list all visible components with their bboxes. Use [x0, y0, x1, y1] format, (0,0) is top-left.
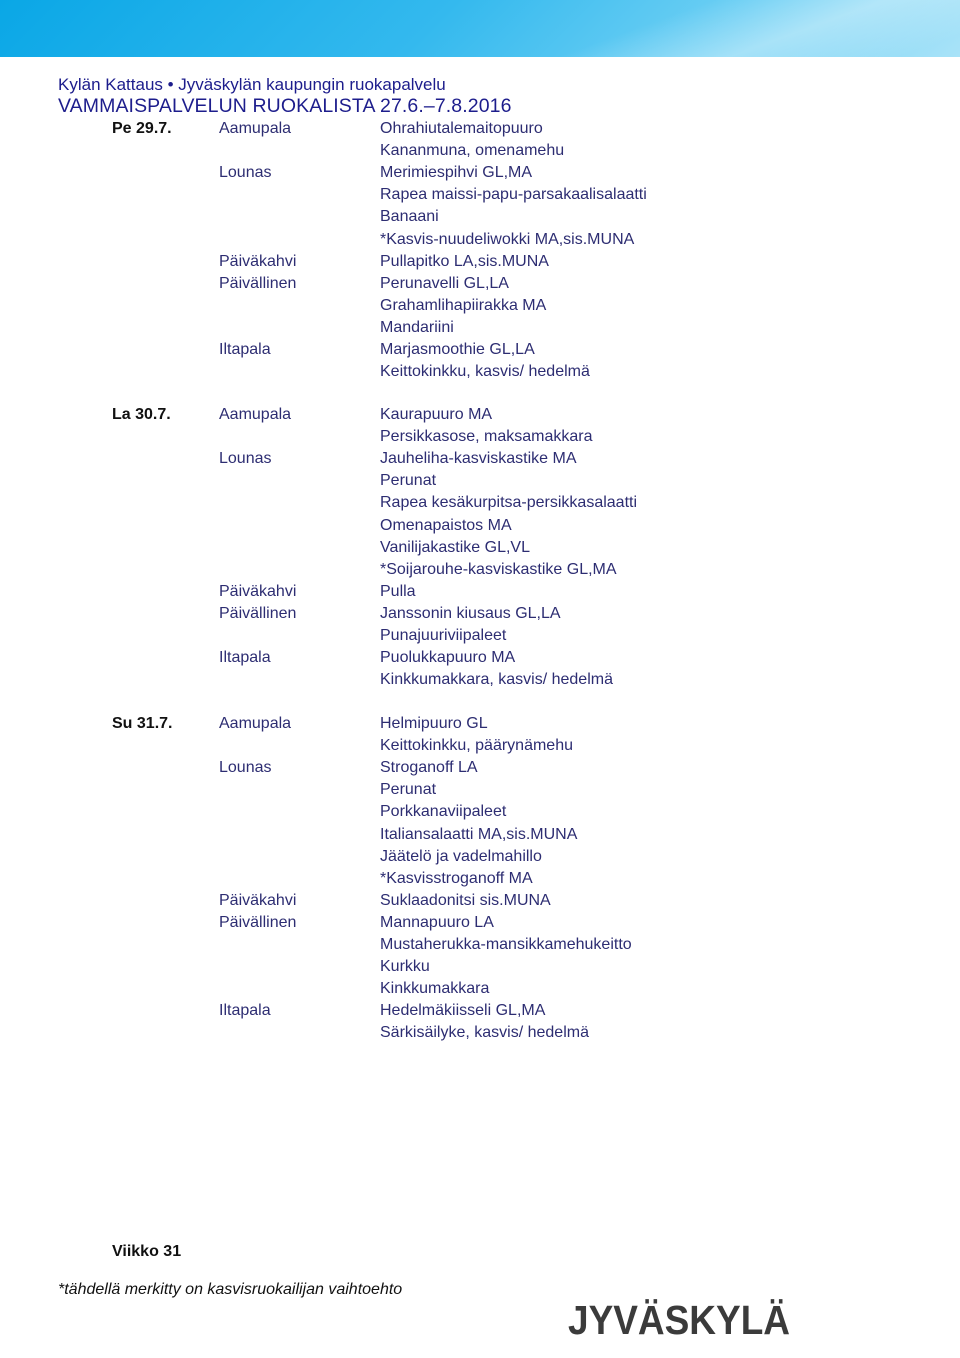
dish-item: Särkisäilyke, kasvis/ hedelmä: [380, 1024, 589, 1042]
week-label: Viikko 31: [112, 1243, 182, 1260]
jyvaskyla-logo: [568, 1296, 792, 1338]
meal-label: Iltapala: [219, 341, 271, 358]
dish-item: Keittokinkku, kasvis/ hedelmä: [380, 363, 590, 381]
dish-item: Vanilijakastike GL,VL: [380, 538, 530, 556]
dish-item: Jäätelö ja vadelmahillo: [380, 847, 542, 865]
dish-item: Perunavelli GL,LA: [380, 274, 509, 292]
meal-label: Aamupala: [219, 406, 292, 423]
dish-item: Grahamlihapiirakka MA: [380, 296, 547, 314]
dish-item: Kananmuna, omenamehu: [380, 142, 565, 160]
dish-item: Rapea kesäkurpitsa-persikkasalaatti: [380, 494, 638, 512]
dish-item: Puolukkapuuro MA: [380, 649, 516, 667]
meal-label: Päivällinen: [219, 274, 297, 292]
top-color-band: [0, 0, 960, 57]
dish-item: Perunat: [380, 472, 437, 490]
dish-item: Ohrahiutalemaitopuuro: [380, 120, 543, 137]
dish-item: Stroganoff LA: [380, 759, 478, 777]
meal-label: Päiväkahvi: [219, 582, 297, 600]
dish-item: Punajuuriviipaleet: [380, 627, 507, 644]
dish-item: Helmipuuro GL: [380, 715, 488, 732]
dish-item: *Kasvisstroganoff MA: [380, 869, 533, 887]
dish-item: Porkkanaviipaleet: [380, 803, 507, 821]
dish-item: Rapea maissi-papu-parsakaalisalaatti: [380, 186, 647, 204]
dish-item: *Soijarouhe-kasviskastike GL,MA: [380, 560, 617, 578]
dish-item: Merimiespihvi GL,MA: [380, 164, 533, 182]
dish-item: Mandariini: [380, 318, 454, 336]
day-label: La 30.7.: [112, 406, 171, 423]
meal-label: Aamupala: [219, 715, 292, 732]
band-highlight: [540, 0, 960, 57]
dish-item: Marjasmoothie GL,LA: [380, 341, 535, 358]
dish-item: Kinkkumakkara: [380, 980, 490, 998]
header-subtitle: Kylän Kattaus • Jyväskylän kaupungin ruokapalvelu: [58, 75, 446, 94]
meal-label: Päivällinen: [219, 604, 297, 622]
meal-label: Lounas: [219, 164, 272, 182]
day-label: Pe 29.7.: [112, 120, 172, 137]
dish-item: Mannapuuro LA: [380, 913, 494, 931]
dish-item: Kurkku: [380, 958, 430, 976]
dish-item: Kaurapuuro MA: [380, 406, 493, 423]
meal-label: Päivällinen: [219, 913, 297, 931]
dish-item: Suklaadonitsi sis.MUNA: [380, 891, 551, 909]
dish-item: Hedelmäkiisseli GL,MA: [380, 1002, 546, 1020]
day-label: Su 31.7.: [112, 715, 173, 732]
dish-item: Jauheliha-kasviskastike MA: [380, 450, 577, 468]
dish-item: Janssonin kiusaus GL,LA: [380, 604, 561, 622]
dish-item: Banaani: [380, 208, 439, 226]
meal-label: Aamupala: [219, 120, 292, 137]
dish-item: Persikkasose, maksamakkara: [380, 428, 593, 446]
dish-item: *Kasvis-nuudeliwokki MA,sis.MUNA: [380, 230, 635, 248]
dish-item: Pulla: [380, 582, 416, 600]
dish-item: Kinkkumakkara, kasvis/ hedelmä: [380, 671, 613, 689]
menu-title: VAMMAISPALVELUN RUOKALISTA 27.6.–7.8.2016: [58, 95, 512, 117]
meal-label: Päiväkahvi: [219, 891, 297, 909]
dish-item: Perunat: [380, 781, 437, 799]
dish-item: Pullapitko LA,sis.MUNA: [380, 252, 549, 270]
meal-label: Lounas: [219, 759, 272, 777]
dish-item: Keittokinkku, päärynämehu: [380, 737, 573, 755]
meal-label: Lounas: [219, 450, 272, 468]
dish-item: Mustaherukka-mansikkamehukeitto: [380, 936, 632, 953]
vegetarian-note: *tähdellä merkitty on kasvisruokailijan vaihtoehto: [58, 1281, 403, 1298]
dish-item: Omenapaistos MA: [380, 516, 512, 534]
meal-label: Iltapala: [219, 649, 271, 667]
meal-label: Iltapala: [219, 1002, 271, 1020]
dish-item: Italiansalaatti MA,sis.MUNA: [380, 825, 578, 843]
meal-label: Päiväkahvi: [219, 252, 297, 270]
jyvaskyla-logo-text: JYVÄSKYLÄ: [568, 1297, 790, 1338]
